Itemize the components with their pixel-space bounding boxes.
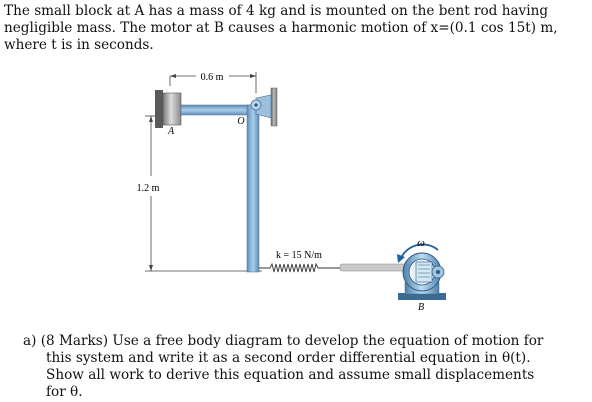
- spring-label: k = 15 N/m: [276, 250, 322, 261]
- label-omega: ω: [417, 237, 425, 249]
- dim-horizontal-label: 0.6 m: [200, 72, 224, 83]
- block-A: [155, 90, 181, 137]
- label-B: B: [417, 302, 425, 313]
- question-part-a: [23, 333, 586, 401]
- bent-rod: [181, 105, 259, 272]
- question-line-2: this system and write it as a second order differential equation in θ(t).: [46, 350, 531, 366]
- problem-line-2: negligible mass. The motor at B causes a harmonic motion of x=(0.1 cos 15t) m,: [4, 20, 558, 36]
- problem-line-3: where t is in seconds.: [4, 37, 154, 53]
- question-line-4: for θ.: [46, 384, 83, 400]
- question-line-3: Show all work to derive this equation and assume small displacements: [46, 367, 535, 383]
- dimension-vertical: [137, 116, 262, 271]
- question-line-1: a) (8 Marks) Use a free body diagram to develop the equation of motion for: [23, 333, 544, 349]
- label-A: A: [167, 126, 175, 137]
- motor-B: [397, 237, 446, 313]
- dim-vertical-label: 1.2 m: [136, 183, 160, 194]
- problem-line-1: The small block at A has a mass of 4 kg and is mounted on the bent rod having: [4, 3, 549, 19]
- label-O: O: [237, 116, 245, 127]
- dimension-horizontal: [170, 72, 256, 93]
- spring: [259, 250, 340, 272]
